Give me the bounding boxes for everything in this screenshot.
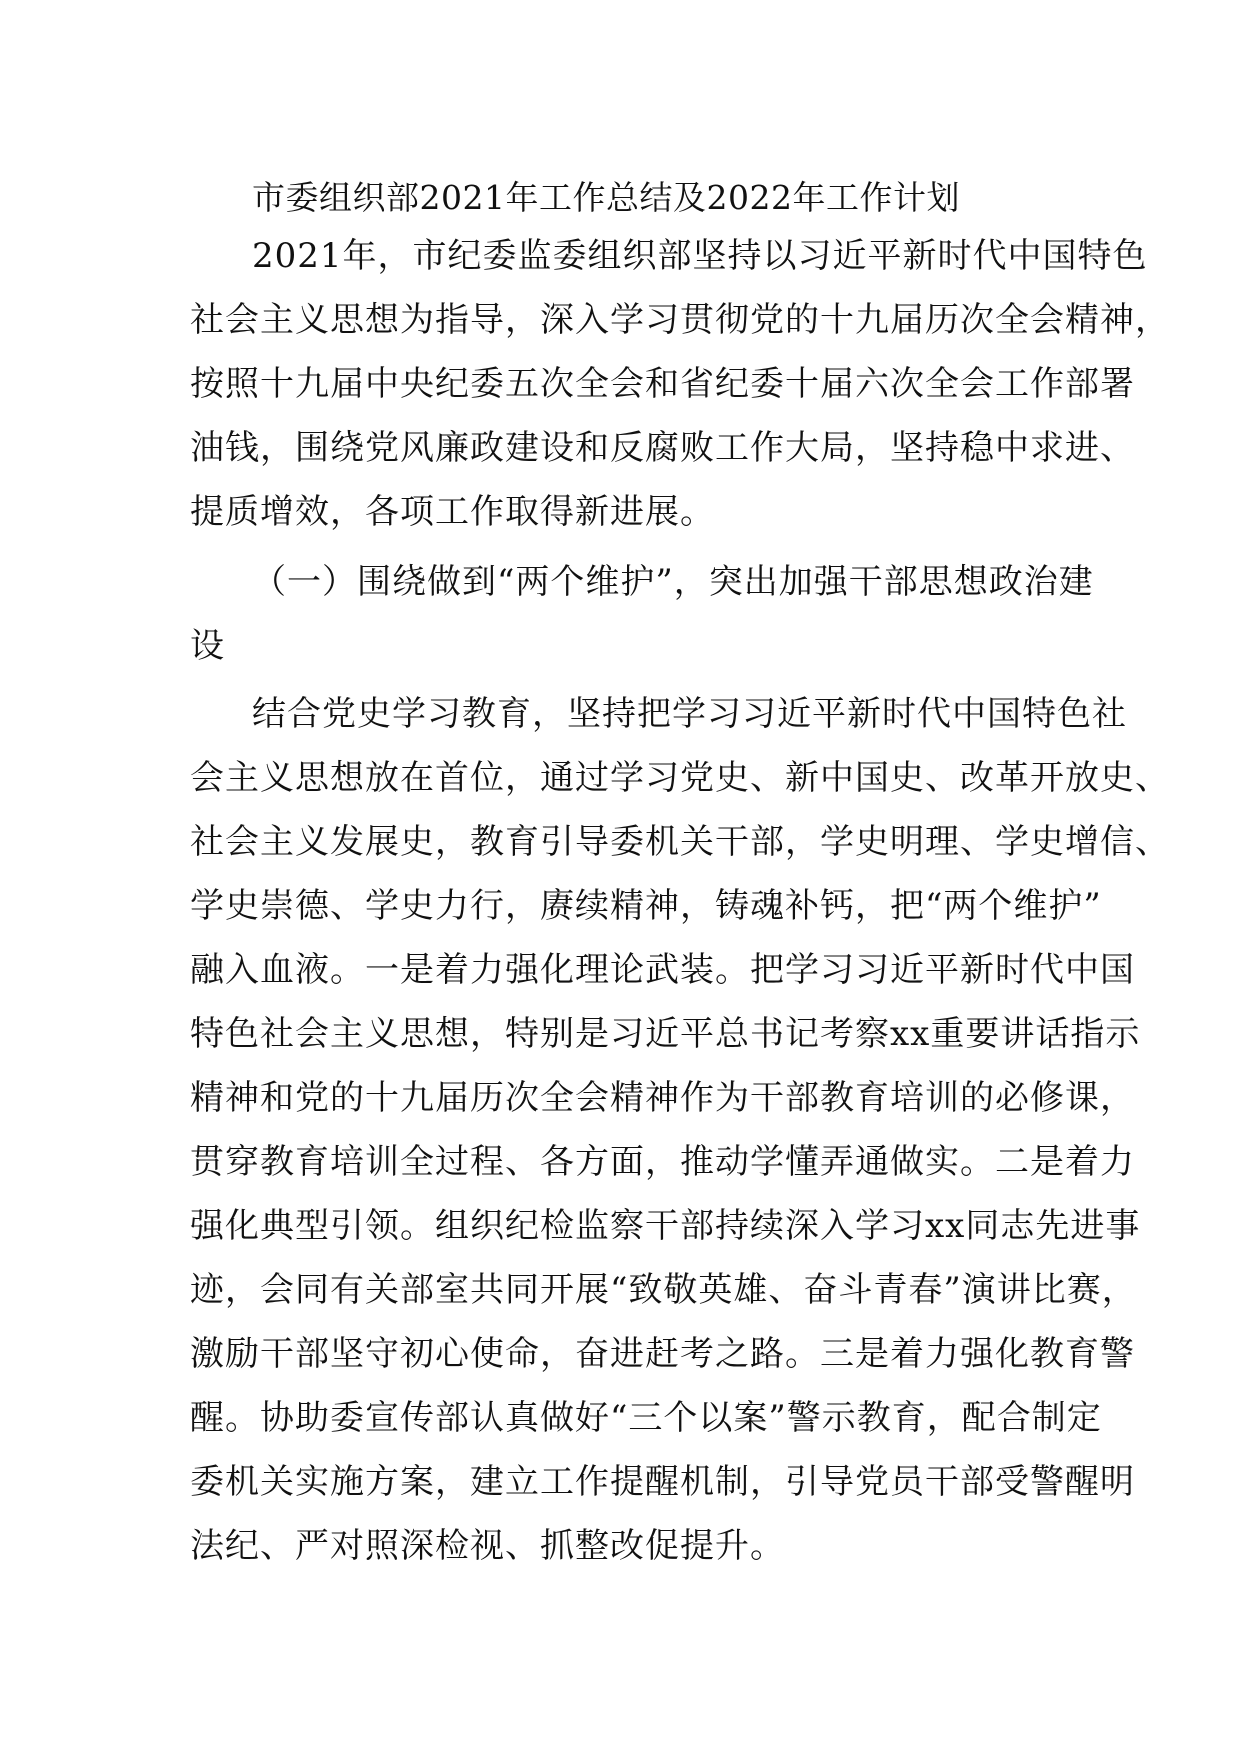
paragraph-line: 迹，会同有关部室共同开展“致敬英雄、奋斗青春”演讲比赛， bbox=[190, 1270, 1137, 1310]
section-heading-line: 设 bbox=[190, 626, 225, 666]
paragraph-line: 委机关实施方案，建立工作提醒机制，引导党员干部受警醒明 bbox=[190, 1462, 1135, 1502]
paragraph-line: 结合党史学习教育，坚持把学习习近平新时代中国特色社 bbox=[252, 694, 1127, 734]
paragraph-line: 融入血液。一是着力强化理论武装。把学习习近平新时代中国 bbox=[190, 950, 1135, 990]
paragraph-line: 特色社会主义思想，特别是习近平总书记考察xx重要讲话指示 bbox=[190, 1014, 1141, 1054]
paragraph-line: 社会主义思想为指导，深入学习贯彻党的十九届历次全会精神， bbox=[190, 300, 1170, 340]
paragraph-line: 2021年，市纪委监委组织部坚持以习近平新时代中国特色 bbox=[252, 236, 1148, 276]
paragraph-line: 学史崇德、学史力行，赓续精神，铸魂补钙，把“两个维护” bbox=[190, 886, 1102, 926]
paragraph-line: 精神和党的十九届历次全会精神作为干部教育培训的必修课， bbox=[190, 1078, 1135, 1118]
paragraph-line: 会主义思想放在首位，通过学习党史、新中国史、改革开放史、 bbox=[190, 758, 1170, 798]
section-heading-line: （一）围绕做到“两个维护”，突出加强干部思想政治建 bbox=[252, 562, 1094, 602]
paragraph-line: 贯穿教育培训全过程、各方面，推动学懂弄通做实。二是着力 bbox=[190, 1142, 1135, 1182]
paragraph-line: 强化典型引领。组织纪检监察干部持续深入学习xx同志先进事 bbox=[190, 1206, 1141, 1246]
paragraph-line: 法纪、严对照深检视、抓整改促提升。 bbox=[190, 1526, 785, 1566]
paragraph-line: 醒。协助委宣传部认真做好“三个以案”警示教育，配合制定 bbox=[190, 1398, 1102, 1438]
paragraph-line: 按照十九届中央纪委五次全会和省纪委十届六次全会工作部署 bbox=[190, 364, 1135, 404]
paragraph-line: 提质增效，各项工作取得新进展。 bbox=[190, 492, 715, 532]
paragraph-line: 油钱，围绕党风廉政建设和反腐败工作大局，坚持稳中求进、 bbox=[190, 428, 1135, 468]
paragraph-line: 激励干部坚守初心使命，奋进赶考之路。三是着力强化教育警 bbox=[190, 1334, 1135, 1374]
paragraph-line: 社会主义发展史，教育引导委机关干部，学史明理、学史增信、 bbox=[190, 822, 1170, 862]
document-title: 市委组织部2021年工作总结及2022年工作计划 bbox=[252, 178, 960, 217]
